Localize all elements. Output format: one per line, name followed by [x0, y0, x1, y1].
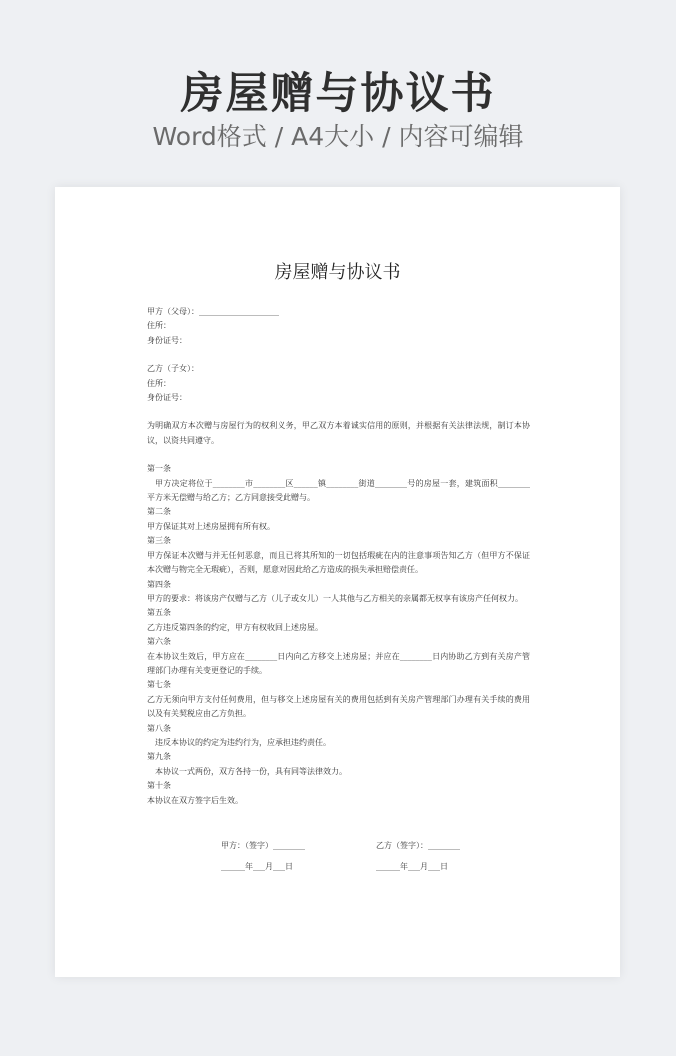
article-5-heading: 第五条: [147, 608, 171, 618]
document-page: [55, 187, 620, 977]
article-10-text: 本协议在双方签字后生效。: [147, 795, 243, 805]
party-b-residence: 住所：: [147, 378, 171, 388]
party-a-date: ______年___月___日: [221, 862, 293, 871]
article-4-text: 甲方的要求：将该房产仅赠与乙方（儿子或女儿）一人其他与乙方相关的亲属都无权享有该房产任何权力。: [147, 593, 523, 603]
document-body: [147, 305, 530, 808]
article-8-heading: 第八条: [147, 723, 171, 733]
party-a-residence: 住所：: [147, 321, 171, 331]
preamble: 为明确双方本次赠与房屋行为的权利义务，甲乙双方本着诚实信用的原则，并根据有关法律法规，制订本协议，以资共同遵守。: [147, 421, 530, 445]
banner-subtitle: Word格式 / A4大小 / 内容可编辑: [152, 122, 524, 151]
article-5-text: 乙方违反第四条的约定，甲方有权收回上述房屋。: [147, 622, 323, 632]
party-a-name: 甲方（父母）：____________________: [147, 307, 279, 316]
article-9-text: 本协议一式两份，双方各持一份，具有同等法律效力。: [155, 766, 347, 776]
party-a-signature: 甲方：（签字）________: [221, 841, 305, 850]
article-3-text: 甲方保证本次赠与并无任何恶意，而且已将其所知的一切包括瑕疵在内的注意事项告知乙方（但甲方不保证本次赠与物完全无瑕疵），否则，愿意对因此给乙方造成的损失承担赔偿责任。: [147, 550, 530, 575]
party-b-id-number: 身份证号：: [147, 393, 187, 403]
party-b-date: ______年___月___日: [376, 862, 448, 871]
article-3-heading: 第三条: [147, 536, 171, 546]
article-7-heading: 第七条: [147, 680, 171, 690]
banner-title: 房屋赠与协议书: [180, 69, 496, 119]
article-7-text: 乙方无须向甲方支付任何费用，但与移交上述房屋有关的费用包括到有关房产管理部门办理有关手续的费用以及有关契税应由乙方负担。: [147, 694, 530, 719]
party-b-signature: 乙方（签字）：________: [376, 841, 460, 850]
article-9-heading: 第九条: [147, 752, 171, 762]
article-1-text: 甲方决定将位于________市________区______镇________街道________号的房屋一套，建筑面积________平方米无偿赠与给乙方；乙方同意接受此赠与。: [147, 478, 530, 503]
article-1-heading: 第一条: [147, 464, 171, 474]
party-b-name: 乙方（子女）：: [147, 364, 199, 374]
article-2-heading: 第二条: [147, 507, 171, 517]
article-6-text: 在本协议生效后，甲方应在________日内向乙方移交上述房屋；并应在________日内协助乙方到有关房产管理部门办理有关变更登记的手续。: [147, 651, 530, 675]
article-10-heading: 第十条: [147, 781, 171, 791]
document-title: 房屋赠与协议书: [274, 262, 401, 283]
article-6-heading: 第六条: [147, 637, 171, 647]
article-2-text: 甲方保证其对上述房屋拥有所有权。: [147, 521, 275, 531]
party-a-id-number: 身份证号：: [147, 335, 187, 345]
article-4-heading: 第四条: [147, 579, 171, 589]
article-8-text: 违反本协议的约定为违约行为，应承担违约责任。: [155, 737, 331, 747]
